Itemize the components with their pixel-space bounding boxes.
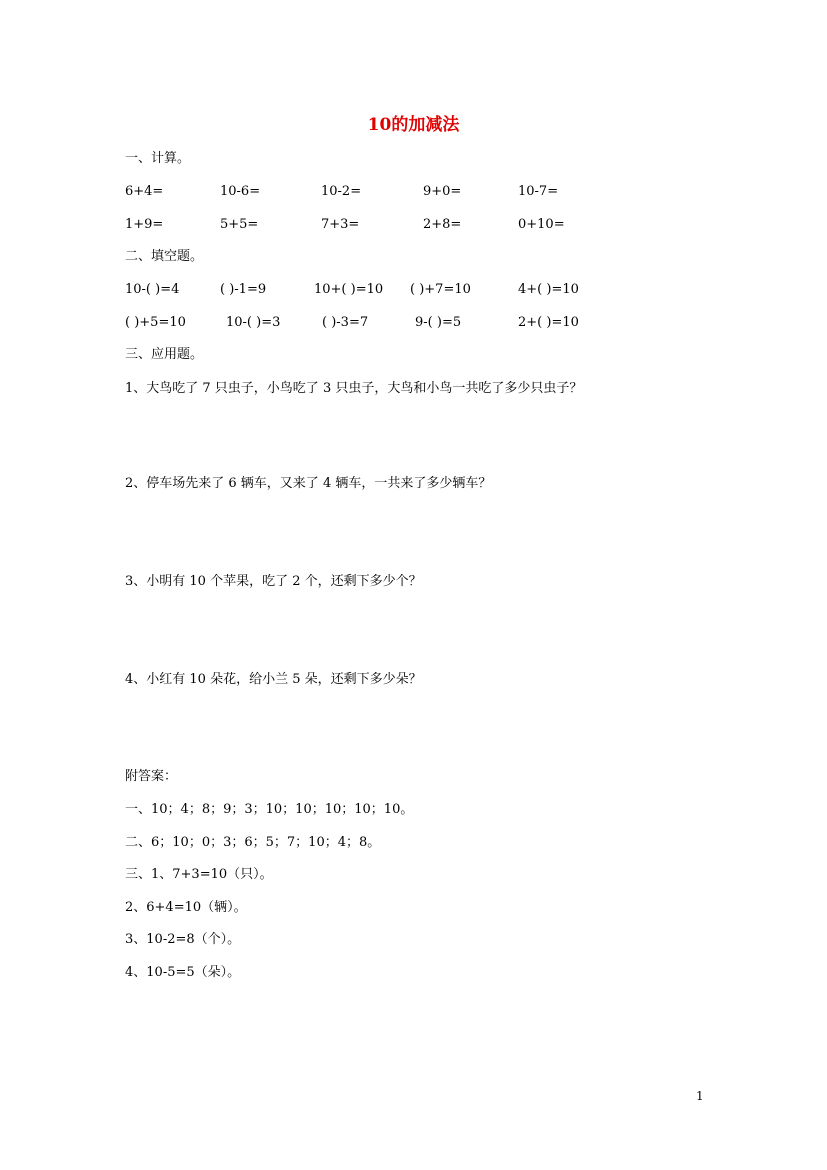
section-heading-calculation: 一、计算。 [125,151,191,166]
fill-item: ( )+7=10 [410,282,471,297]
answer-line: 三、1、7+3=10（只）。 [125,867,273,882]
section-heading-fill-blank: 二、填空题。 [125,249,204,264]
word-problem-4: 4、小红有 10 朵花，给小兰 5 朵，还剩下多少朵？ [125,672,422,687]
answers-heading: 附答案： [125,769,178,784]
fill-item: 10+( )=10 [314,282,384,297]
answer-line: 4、10-5=5（朵）。 [125,965,241,980]
calc-item: 9+0= [423,184,462,199]
answer-line: 3、10-2=8（个）。 [125,932,241,947]
calc-item: 10-2= [321,184,362,199]
section-heading-word-problems: 三、应用题。 [125,347,204,362]
fill-item: ( )+5=10 [125,315,186,330]
word-problem-3: 3、小明有 10 个苹果，吃了 2 个，还剩下多少个？ [125,574,422,589]
calc-item: 2+8= [423,217,462,232]
answer-line: 二、6；10；0；3；6；5；7；10；4；8。 [125,835,381,850]
answer-line: 一、10；4；8；9；3；10；10；10；10；10。 [125,802,414,817]
calc-item: 7+3= [321,217,360,232]
calc-item: 10-6= [220,184,261,199]
fill-item: ( )-3=7 [322,315,369,330]
fill-item: 10-( )=3 [226,315,281,330]
calc-item: 0+10= [518,217,565,232]
fill-item: 10-( )=4 [125,282,180,297]
page-title: 10的加减法 [367,115,460,135]
fill-item: 2+( )=10 [518,315,579,330]
calc-item: 6+4= [125,184,164,199]
fill-item: 9-( )=5 [415,315,462,330]
page-number: 1 [696,1089,704,1103]
calc-item: 10-7= [518,184,559,199]
word-problem-2: 2、停车场先来了 6 辆车，又来了 4 辆车，一共来了多少辆车？ [125,476,492,491]
fill-item: 4+( )=10 [518,282,579,297]
calc-item: 1+9= [125,217,164,232]
answer-line: 2、6+4=10（辆）。 [125,900,247,915]
word-problem-1: 1、大鸟吃了 7 只虫子，小鸟吃了 3 只虫子，大鸟和小鸟一共吃了多少只虫子？ [125,381,583,396]
calc-item: 5+5= [220,217,259,232]
fill-item: ( )-1=9 [220,282,267,297]
